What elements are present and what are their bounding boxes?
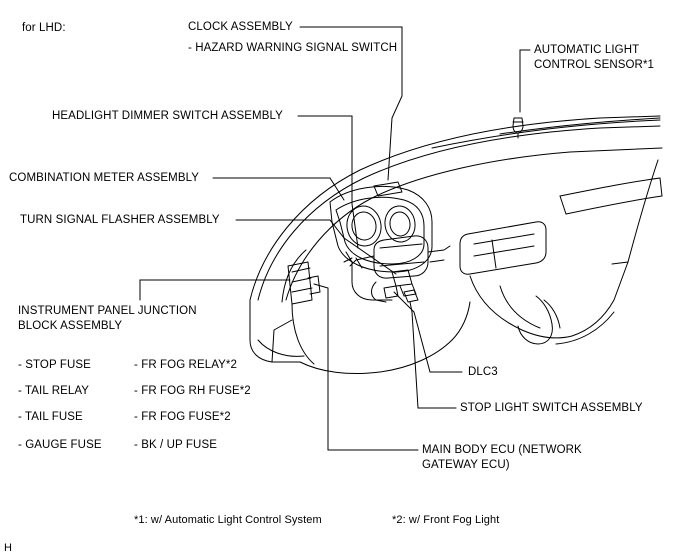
label-combination-meter-assembly: COMBINATION METER ASSEMBLY [9, 172, 200, 184]
fuse-item-tail-fuse: - TAIL FUSE [18, 411, 83, 423]
footnote-2: *2: w/ Front Fog Light [392, 514, 500, 526]
label-clock-assembly: CLOCK ASSEMBLY [188, 21, 293, 33]
label-headlight-dimmer-switch-assembly: HEADLIGHT DIMMER SWITCH ASSEMBLY [52, 110, 283, 122]
label-turn-signal-flasher-assembly: TURN SIGNAL FLASHER ASSEMBLY [20, 214, 220, 226]
fuse-item-bk-up-fuse: - BK / UP FUSE [134, 439, 217, 451]
fuse-item-stop-fuse: - STOP FUSE [18, 359, 91, 371]
label-main-body-ecu-line2: GATEWAY ECU) [422, 459, 510, 471]
label-instrument-panel-junction-block-line1: INSTRUMENT PANEL JUNCTION [18, 305, 197, 317]
label-automatic-light-control-sensor-line1: AUTOMATIC LIGHT [534, 44, 640, 56]
fuse-item-fr-fog-relay: - FR FOG RELAY*2 [134, 359, 237, 371]
fuse-item-fr-fog-fuse: - FR FOG FUSE*2 [134, 411, 231, 423]
label-main-body-ecu-line1: MAIN BODY ECU (NETWORK [422, 444, 582, 456]
intro-text: for LHD: [22, 22, 66, 34]
label-automatic-light-control-sensor-line2: CONTROL SENSOR*1 [534, 59, 655, 71]
label-instrument-panel-junction-block-line2: BLOCK ASSEMBLY [18, 320, 123, 332]
fuse-item-tail-relay: - TAIL RELAY [18, 385, 90, 397]
fuse-item-gauge-fuse: - GAUGE FUSE [18, 439, 102, 451]
fuse-item-fr-fog-rh-fuse: - FR FOG RH FUSE*2 [134, 385, 251, 397]
label-stop-light-switch-assembly: STOP LIGHT SWITCH ASSEMBLY [460, 402, 643, 414]
footnote-1: *1: w/ Automatic Light Control System [134, 514, 322, 526]
label-hazard-warning-signal-switch: - HAZARD WARNING SIGNAL SWITCH [188, 42, 398, 54]
corner-mark: H [4, 542, 12, 554]
label-dlc3: DLC3 [468, 366, 498, 378]
